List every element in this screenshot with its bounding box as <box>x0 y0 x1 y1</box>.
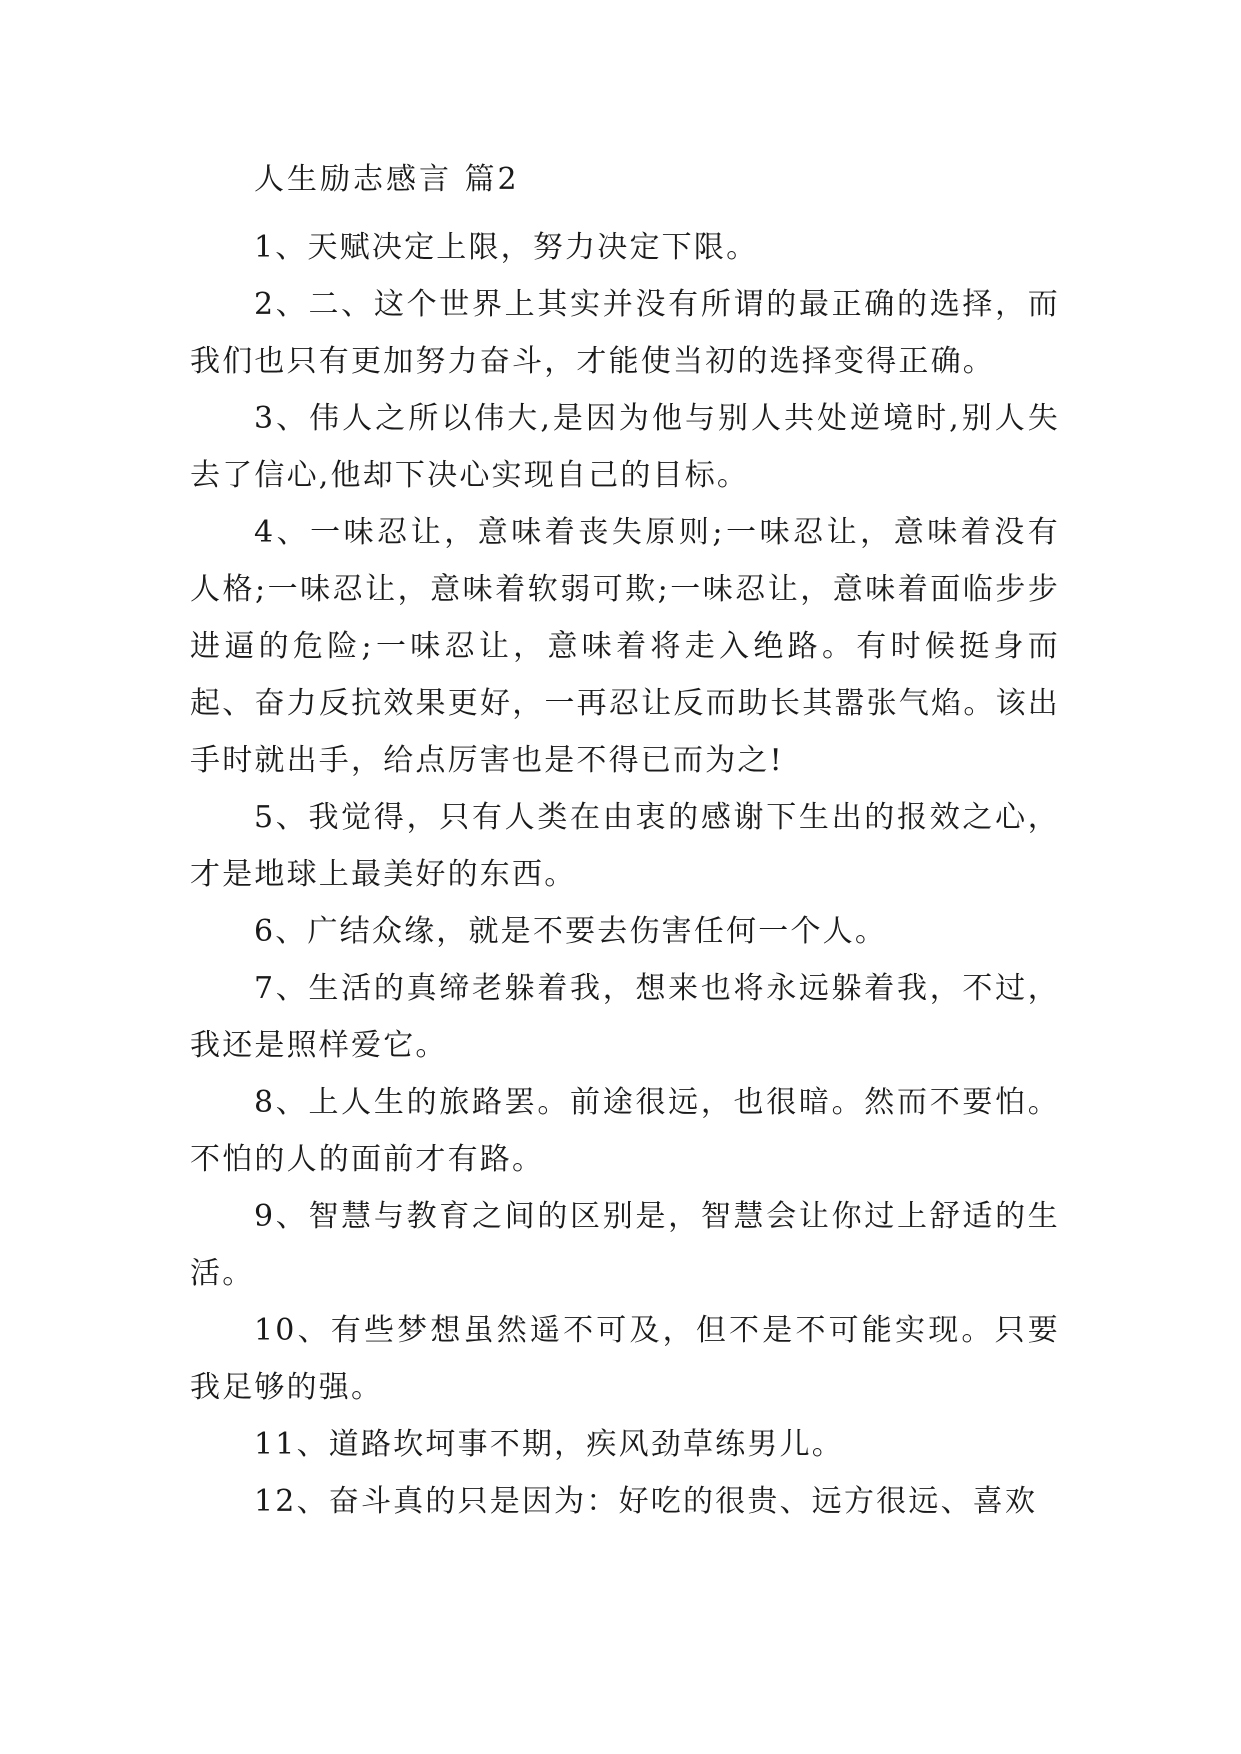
paragraph: 2、二、这个世界上其实并没有所谓的最正确的选择，而我们也只有更加努力奋斗，才能使当初的选择变得正确。 <box>190 287 1060 379</box>
paragraph: 12、奋斗真的只是因为：好吃的很贵、远方很远、喜欢 <box>254 1484 1038 1519</box>
paragraph: 10、有些梦想虽然遥不可及，但不是不可能实现。只要我足够的强。 <box>190 1313 1060 1405</box>
section-heading: 人生励志感言 篇2 <box>254 162 520 197</box>
paragraph: 9、智慧与教育之间的区别是，智慧会让你过上舒适的生活。 <box>190 1199 1060 1291</box>
paragraph: 11、道路坎坷事不期，疾风劲草练男儿。 <box>254 1427 844 1462</box>
paragraph: 3、伟人之所以伟大,是因为他与别人共处逆境时,别人失去了信心,他却下决心实现自己的目标。 <box>190 401 1060 493</box>
paragraph: 6、广结众缘，就是不要去伤害任何一个人。 <box>254 914 888 949</box>
document-body <box>190 162 1060 1530</box>
paragraph: 4、一味忍让，意味着丧失原则;一味忍让，意味着没有人格;一味忍让，意味着软弱可欺;一味忍让，意味着面临步步进逼的危险;一味忍让，意味着将走入绝路。有时候挺身而起、奋力反抗效果更好，一再忍让反而助长其嚣张气焰。该出手时就出手，给点厉害也是不得已而为之! <box>190 515 1060 778</box>
paragraph: 8、上人生的旅路罢。前途很远，也很暗。然而不要怕。不怕的人的面前才有路。 <box>190 1085 1060 1177</box>
paragraph: 7、生活的真缔老躲着我，想来也将永远躲着我，不过，我还是照样爱它。 <box>190 971 1060 1063</box>
paragraph: 5、我觉得，只有人类在由衷的感谢下生出的报效之心，才是地球上最美好的东西。 <box>190 800 1060 892</box>
paragraph: 1、天赋决定上限，努力决定下限。 <box>254 230 759 265</box>
